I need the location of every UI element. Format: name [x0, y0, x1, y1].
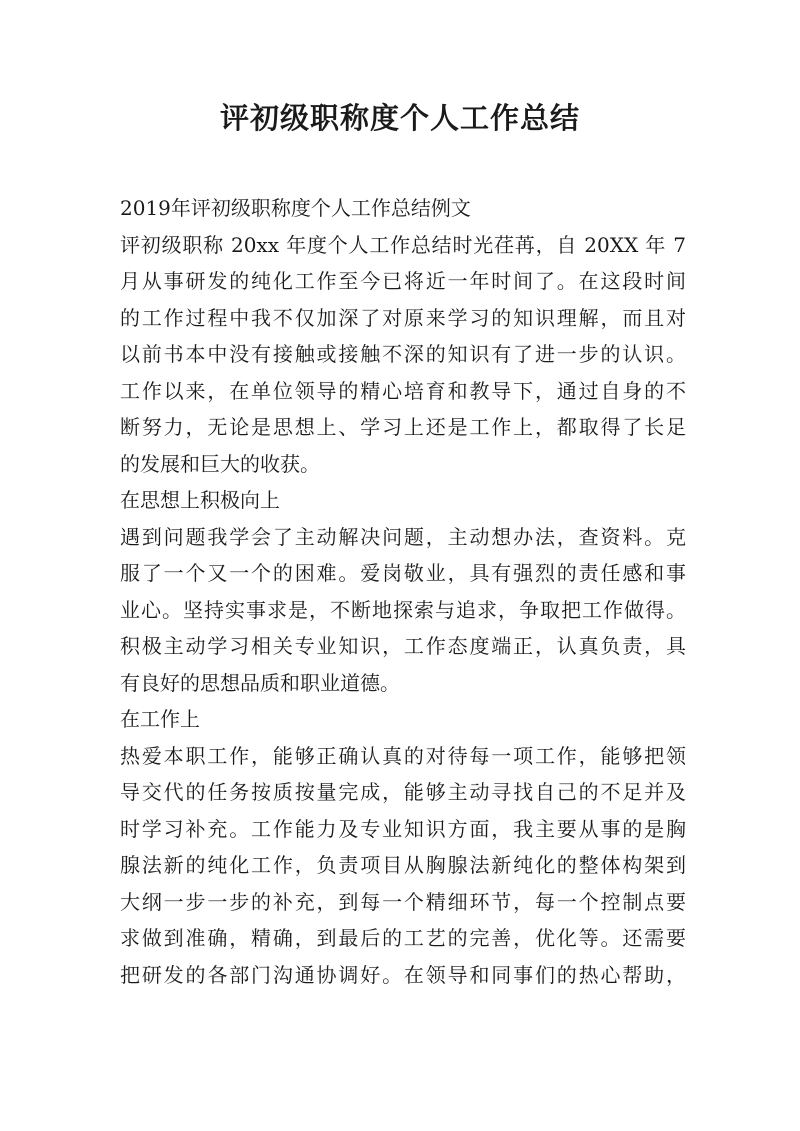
body-line: 腺法新的纯化工作，负责项目从胸腺法新纯化的整体构架到 — [120, 853, 686, 877]
body-line: 积极主动学习相关专业知识，工作态度端正，认真负责，具 — [120, 634, 686, 658]
body-line: 断努力，无论是思想上、学习上还是工作上，都取得了长足 — [120, 415, 686, 439]
body-line: 大纲一步一步的补充，到每一个精细环节，每一个控制点要 — [120, 889, 686, 914]
body-line: 热爱本职工作，能够正确认真的对待每一项工作，能够把领 — [120, 743, 686, 768]
body-line: 月从事研发的纯化工作至今已将近一年时间了。在这段时间 — [120, 269, 686, 293]
document-body — [120, 190, 686, 993]
section-heading: 在思想上积极向上 — [120, 488, 280, 512]
body-line: 的工作过程中我不仅加深了对原来学习的知识理解，而且对 — [120, 305, 686, 330]
body-line: 时学习补充。工作能力及专业知识方面，我主要从事的是胸 — [120, 816, 686, 841]
body-line: 工作以来，在单位领导的精心培育和教导下，通过自身的不 — [120, 378, 686, 403]
body-line: 有良好的思想品质和职业道德。 — [120, 670, 400, 695]
body-line: 遇到问题我学会了主动解决问题，主动想办法，查资料。克 — [120, 524, 686, 549]
body-line: 业心。坚持实事求是，不断地探索与追求，争取把工作做得。 — [120, 597, 686, 622]
body-line: 服了一个又一个的困难。爱岗敬业，具有强烈的责任感和事 — [120, 561, 686, 585]
body-line: 求做到准确，精确，到最后的工艺的完善，优化等。还需要 — [120, 926, 686, 950]
body-line: 的发展和巨大的收获。 — [120, 451, 320, 476]
body-line-subtitle: 2019年评初级职称度个人工作总结例文 — [120, 196, 471, 220]
body-line: 以前书本中没有接触或接触不深的知识有了进一步的认识。 — [120, 342, 686, 366]
document-title: 评初级职称度个人工作总结 — [219, 101, 580, 135]
body-line: 评初级职称 20xx 年度个人工作总结时光荏苒，自 20XX 年 7 — [120, 232, 686, 257]
body-line: 把研发的各部门沟通协调好。在领导和同事们的热心帮助， — [120, 962, 686, 987]
section-heading: 在工作上 — [120, 707, 200, 731]
body-line: 导交代的任务按质按量完成，能够主动寻找自己的不足并及 — [120, 780, 686, 804]
